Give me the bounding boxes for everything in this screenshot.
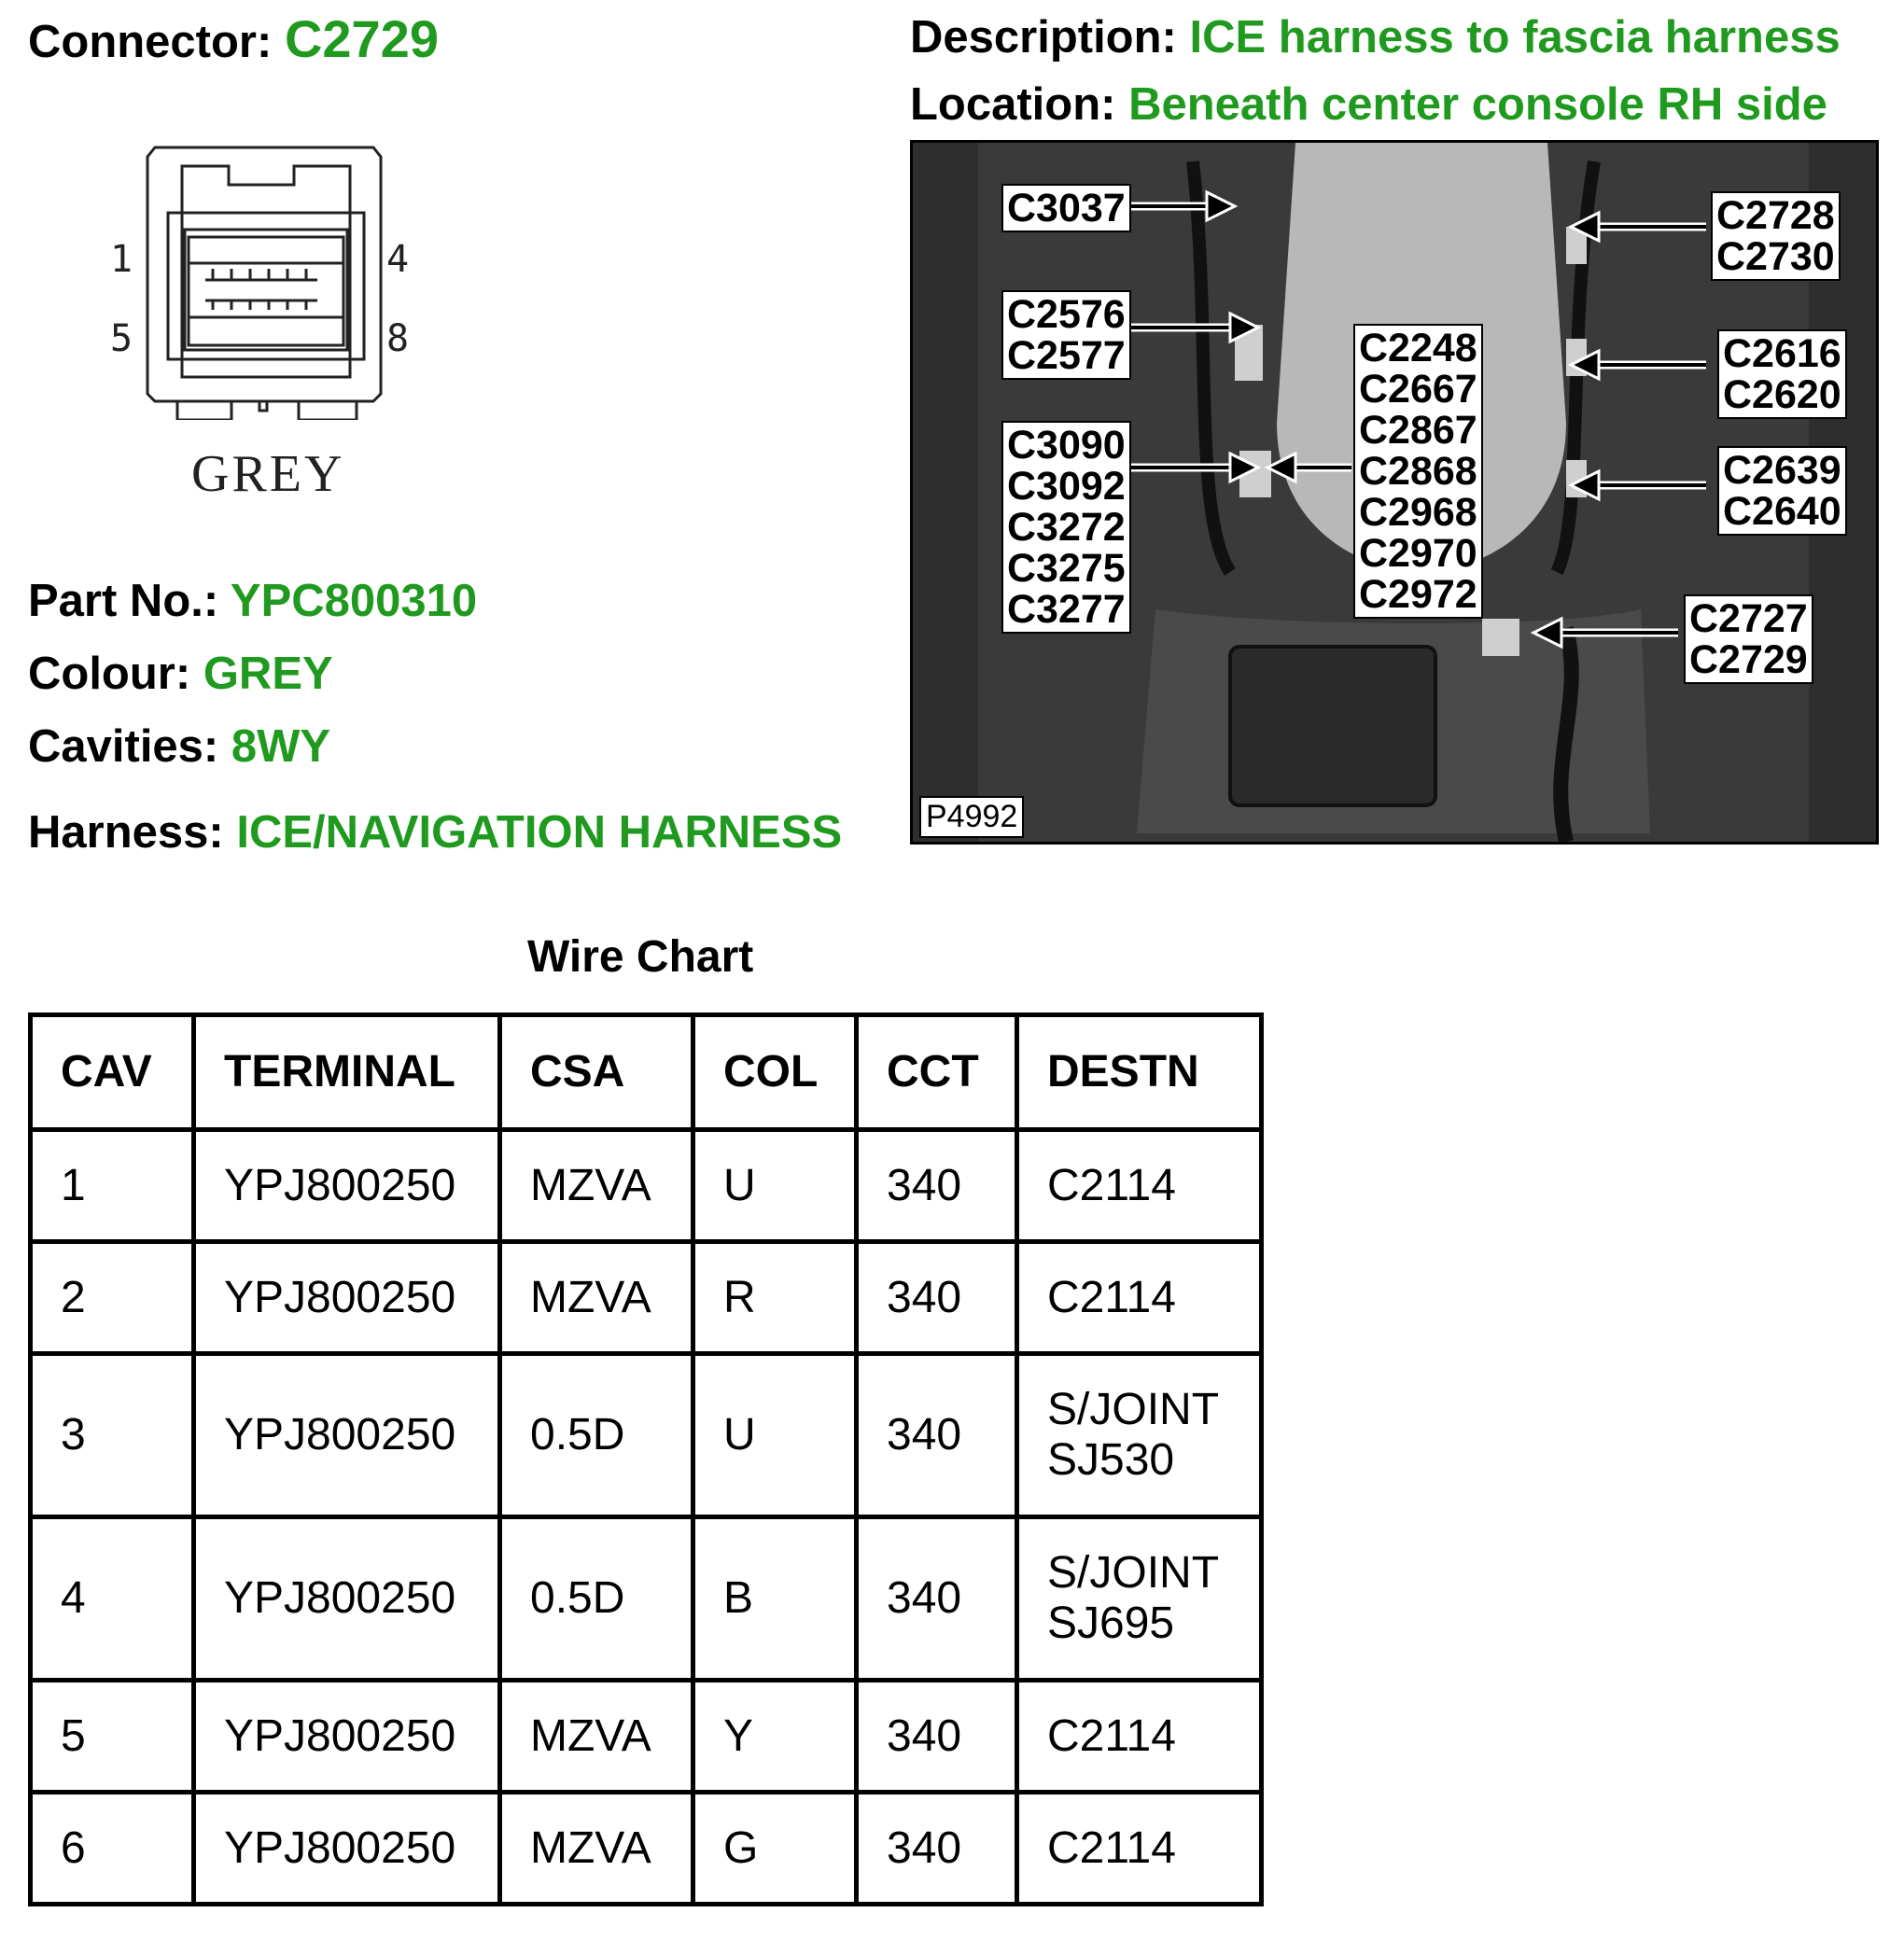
cell-csa: MZVA: [500, 1130, 693, 1242]
colour-line: [28, 651, 333, 697]
table-row: [31, 1130, 1262, 1242]
location-label: Location:: [910, 79, 1116, 130]
pin-8-label: 8: [386, 317, 410, 360]
part-value: YPC800310: [230, 576, 478, 626]
description-label: Description:: [910, 12, 1177, 63]
cell-cav: 3: [31, 1354, 194, 1517]
cell-cav: 2: [31, 1242, 194, 1354]
cell-csa: MZVA: [500, 1242, 693, 1354]
callout-c2248: C2248 C2667 C2867 C2868 C2968 C2970 C2972: [1353, 324, 1483, 619]
connector-label: Connector:: [28, 17, 273, 67]
cell-destn: C2114: [1017, 1242, 1262, 1354]
cell-csa: 0.5D: [500, 1517, 693, 1681]
cell-cav: 5: [31, 1681, 194, 1793]
cell-cct: 340: [857, 1681, 1017, 1793]
cell-csa: MZVA: [500, 1681, 693, 1793]
destn-line-1: S/JOINT: [1047, 1548, 1220, 1598]
location-photo: [910, 140, 1879, 845]
table-row: [31, 1681, 1262, 1793]
cell-terminal: YPJ800250: [194, 1130, 500, 1242]
cell-cct: 340: [857, 1354, 1017, 1517]
connector-value: C2729: [284, 9, 439, 68]
harness-line: [28, 807, 843, 858]
cell-terminal: YPJ800250: [194, 1517, 500, 1681]
cell-destn: [1017, 1517, 1262, 1681]
cell-csa: 0.5D: [500, 1354, 693, 1517]
cell-col: B: [693, 1517, 857, 1681]
connector-colour-label: GREY: [191, 445, 345, 503]
cell-col: R: [693, 1242, 857, 1354]
cell-cct: 340: [857, 1242, 1017, 1354]
cell-destn: C2114: [1017, 1793, 1262, 1905]
header-destn: DESTN: [1017, 1015, 1262, 1130]
callout-c3090: C3090 C3092 C3272 C3275 C3277: [1001, 421, 1131, 634]
cavities-line: [28, 721, 331, 772]
callout-c2639: C2639 C2640: [1717, 446, 1847, 536]
location-line: [910, 79, 1827, 130]
table-row: [31, 1242, 1262, 1354]
table-header-row: [31, 1015, 1262, 1130]
header-csa: CSA: [500, 1015, 693, 1130]
part-label: Part No.:: [28, 576, 219, 626]
table-row: [31, 1517, 1262, 1681]
cell-col: Y: [693, 1681, 857, 1793]
cell-col: U: [693, 1130, 857, 1242]
cell-terminal: YPJ800250: [194, 1793, 500, 1905]
pin-4-label: 4: [386, 238, 410, 281]
table-row: [31, 1354, 1262, 1517]
photo-id: P4992: [919, 796, 1024, 838]
cell-destn: [1017, 1354, 1262, 1517]
callout-c3037: C3037: [1001, 184, 1131, 232]
description-value: ICE harness to fascia harness: [1189, 12, 1841, 63]
harness-value: ICE/NAVIGATION HARNESS: [236, 807, 843, 858]
cell-csa: MZVA: [500, 1793, 693, 1905]
connector-face-diagram: [140, 140, 383, 420]
connector-heading: [28, 9, 439, 68]
cell-terminal: YPJ800250: [194, 1242, 500, 1354]
header-cav: CAV: [31, 1015, 194, 1130]
table-row: [31, 1793, 1262, 1905]
callout-c2616: C2616 C2620: [1717, 329, 1847, 419]
wire-chart-table: [28, 1012, 1264, 1906]
location-value: Beneath center console RH side: [1128, 79, 1827, 130]
header-terminal: TERMINAL: [194, 1015, 500, 1130]
harness-label: Harness:: [28, 807, 224, 858]
destn-line-2: SJ695: [1047, 1599, 1175, 1648]
cavities-label: Cavities:: [28, 721, 219, 772]
cavities-value: 8WY: [231, 721, 331, 772]
callout-c2728: C2728 C2730: [1711, 191, 1841, 281]
description-line: [910, 12, 1841, 63]
colour-label: Colour:: [28, 649, 191, 699]
cell-cct: 340: [857, 1130, 1017, 1242]
header-col: COL: [693, 1015, 857, 1130]
destn-line-2: SJ530: [1047, 1435, 1175, 1485]
callout-c2576: C2576 C2577: [1001, 290, 1131, 380]
cell-cav: 1: [31, 1130, 194, 1242]
destn-line-1: S/JOINT: [1047, 1385, 1220, 1434]
pin-5-label: 5: [110, 317, 133, 360]
colour-value: GREY: [203, 649, 333, 699]
cell-terminal: YPJ800250: [194, 1354, 500, 1517]
cell-cct: 340: [857, 1517, 1017, 1681]
cell-col: U: [693, 1354, 857, 1517]
callout-c2729: C2727 C2729: [1684, 594, 1813, 684]
part-number-line: [28, 576, 478, 626]
pin-1-label: 1: [110, 238, 133, 281]
cell-destn: C2114: [1017, 1681, 1262, 1793]
wire-chart-title: Wire Chart: [527, 932, 754, 982]
cell-col: G: [693, 1793, 857, 1905]
header-cct: CCT: [857, 1015, 1017, 1130]
cell-cct: 340: [857, 1793, 1017, 1905]
cell-destn: C2114: [1017, 1130, 1262, 1242]
cell-cav: 4: [31, 1517, 194, 1681]
cell-terminal: YPJ800250: [194, 1681, 500, 1793]
cell-cav: 6: [31, 1793, 194, 1905]
